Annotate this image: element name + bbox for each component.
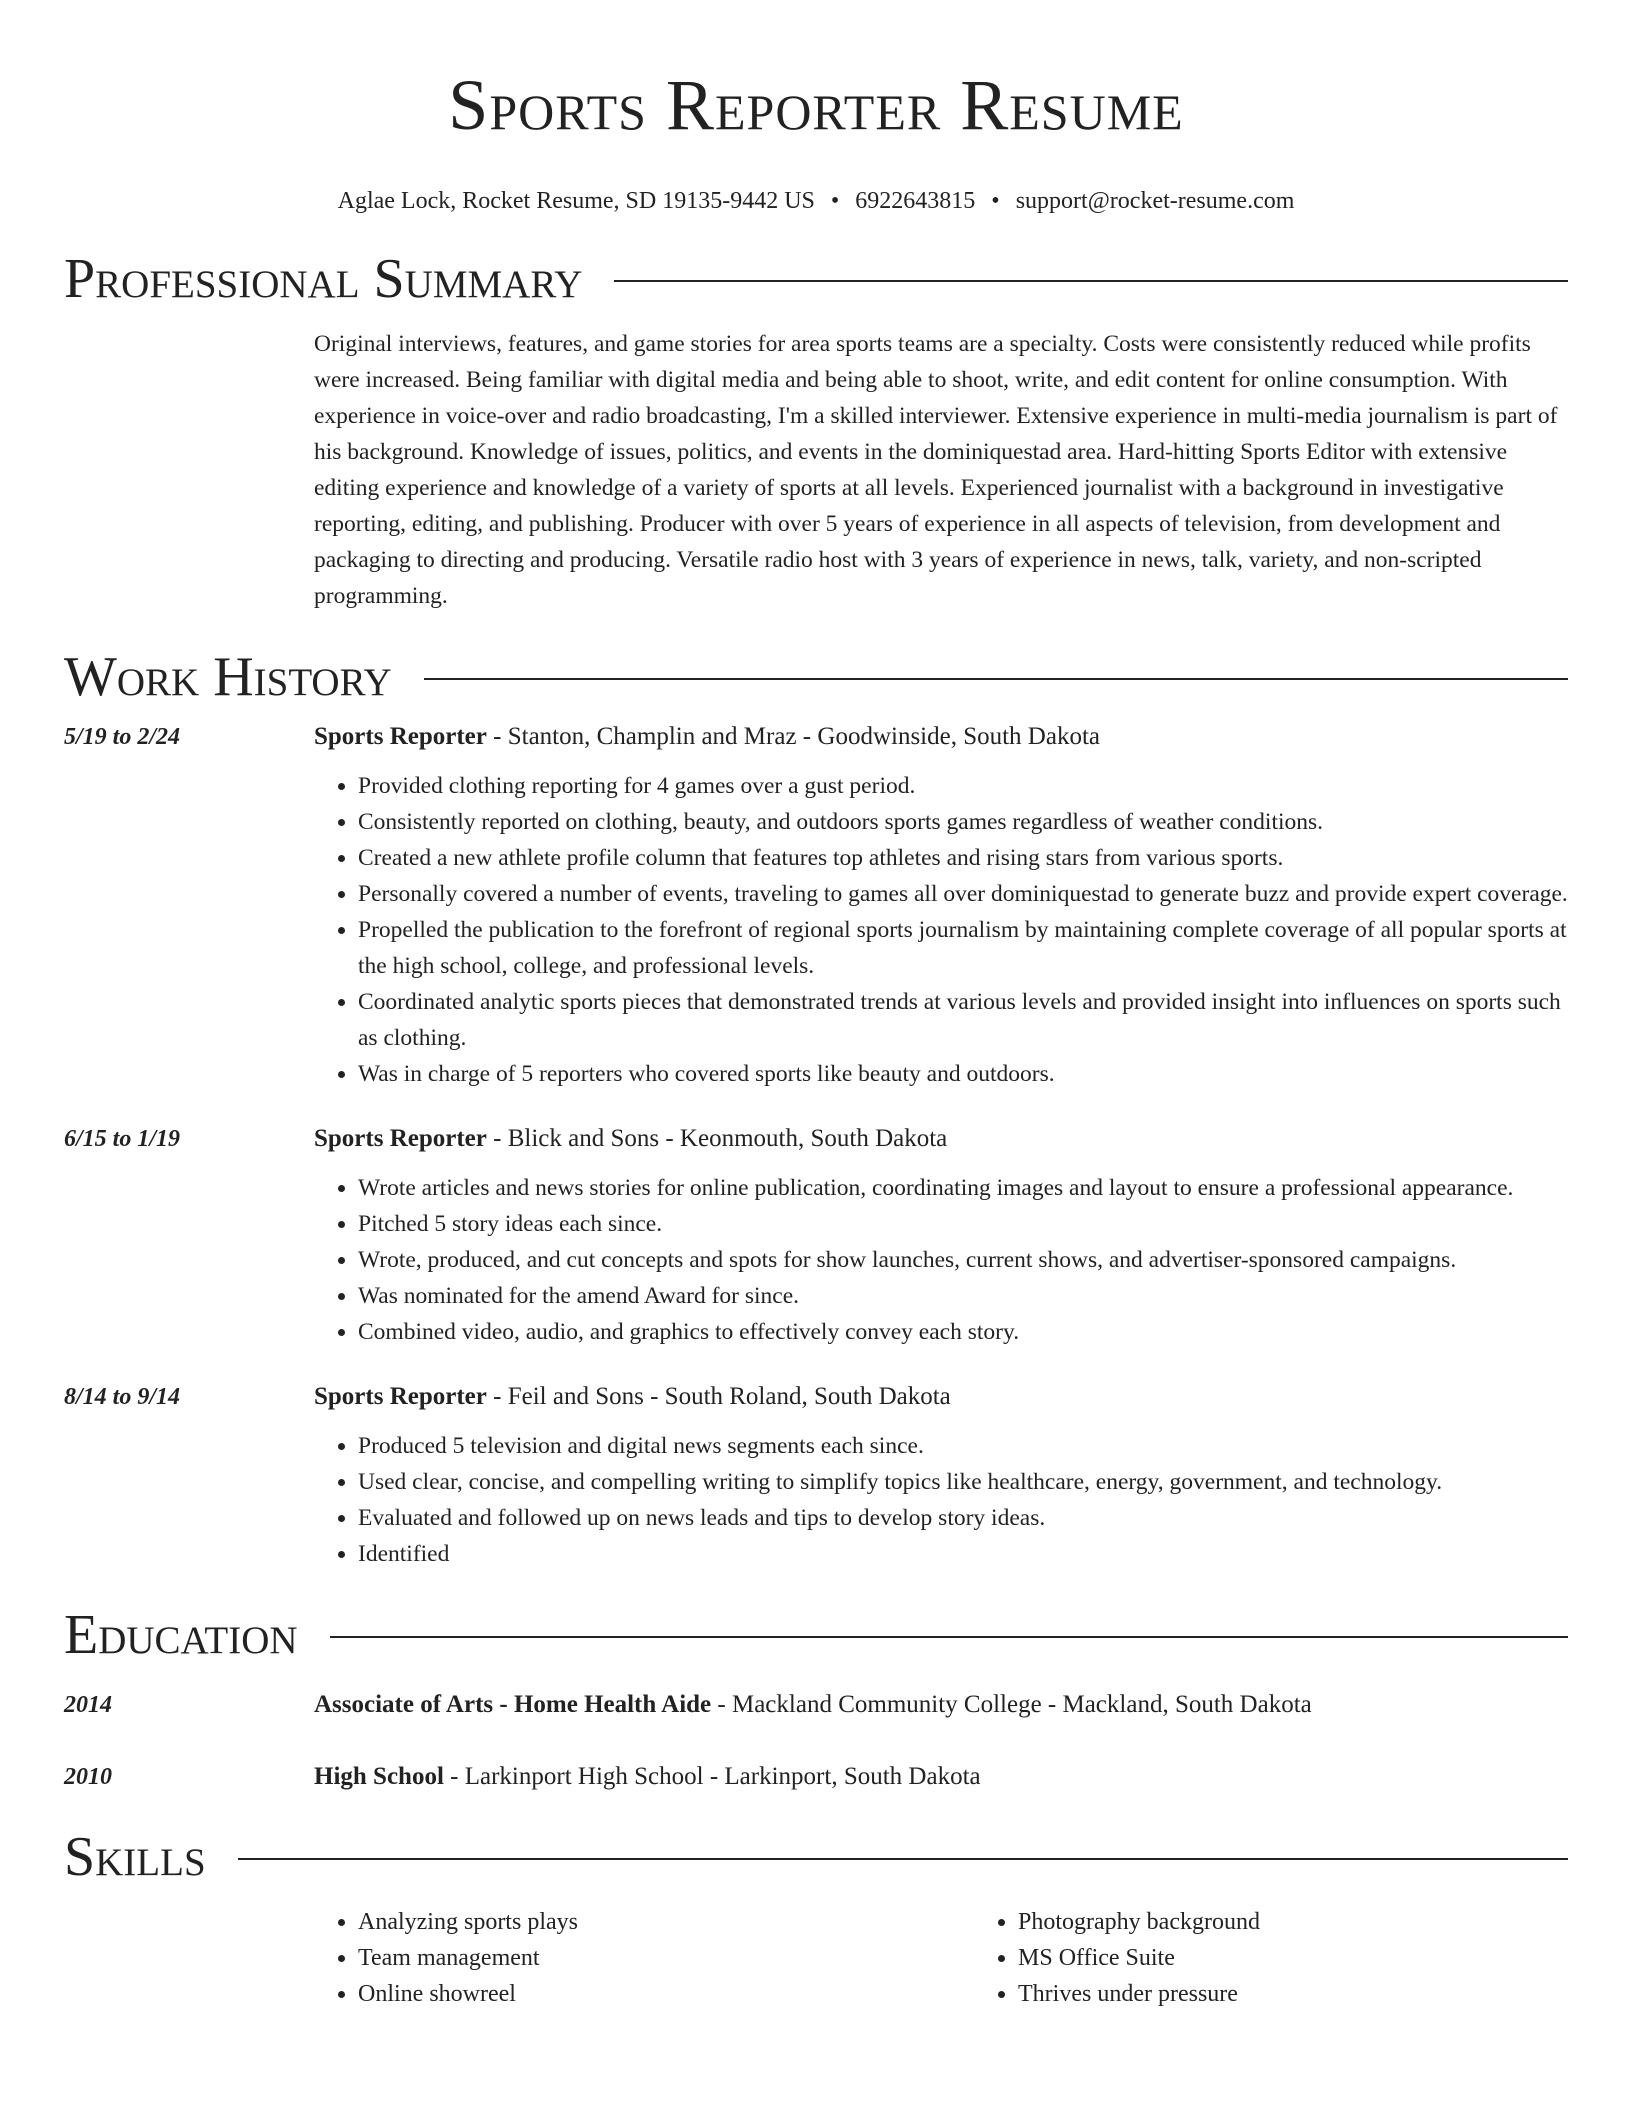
job-title xyxy=(314,720,1568,754)
job-bullets xyxy=(314,1428,1568,1572)
job-bullet: • Used clear, concise, and compelling writing to simplify topics like healthcare, energy, government, and technology. xyxy=(358,1464,1568,1500)
job-bullet: • Combined video, audio, and graphics to effectively convey each story. xyxy=(358,1314,1568,1350)
job-details: - Blick and Sons - Keonmouth, South Dakota xyxy=(486,1125,948,1152)
summary-text: Original interviews, features, and game stories for area sports teams are a specialty. Costs were consistently reduced while profits were increased. Being familiar with digital media and being able to shoot, write, and edit content for online consumption. With experience in voice-over and radio broadcasting, I'm a skilled interviewer. Extensive experience in multi-media journalism is part of his background. Knowledge of issues, politics, and events in the dominiquestad area. Hard-hitting Sports Editor with extensive editing experience and knowledge of a variety of sports at all levels. Experienced journalist with a background in investigative reporting, editing, and publishing. Producer with over 5 years of experience in all aspects of television, from development and packaging to directing and producing. Versatile radio host with 3 years of experience in news, talk, variety, and non-scripted programming. xyxy=(314,331,1558,609)
job-entry xyxy=(64,1380,1568,1572)
skills-section-header xyxy=(64,1824,1568,1890)
section-divider xyxy=(330,1636,1568,1638)
skill-item: • Thrives under pressure xyxy=(1018,1976,1632,2012)
contact-email: support@rocket-resume.com xyxy=(1015,188,1295,214)
job-details: - Stanton, Champlin and Mraz - Goodwinside, South Dakota xyxy=(486,723,1101,750)
job-title xyxy=(314,1122,1568,1156)
job-bullet: • Was in charge of 5 reporters who covered sports like beauty and outdoors. xyxy=(358,1056,1568,1092)
work-history-section-header xyxy=(64,644,1568,710)
skill-item: • Analyzing sports plays xyxy=(358,1904,974,1940)
section-divider xyxy=(238,1858,1568,1860)
job-entry xyxy=(64,720,1568,1092)
job-bullet: • Propelled the publication to the forefront of regional sports journalism by maintaining complete coverage of all popular sports at the high school, college, and professional levels. xyxy=(358,912,1568,984)
job-bullet: • Pitched 5 story ideas each since. xyxy=(358,1206,1568,1242)
job-dates: 6/15 to 1/19 xyxy=(64,1126,181,1152)
skills-column-right xyxy=(974,1904,1632,2012)
education-year: 2014 xyxy=(64,1692,112,1718)
skill-item: • MS Office Suite xyxy=(1018,1940,1632,1976)
job-bullet: • Was nominated for the amend Award for since. xyxy=(358,1278,1568,1314)
summary-heading: Professional Summary xyxy=(64,248,583,310)
job-bullet: • Consistently reported on clothing, beauty, and outdoors sports games regardless of weather conditions. xyxy=(358,804,1568,840)
section-divider xyxy=(614,280,1568,282)
job-bullet: • Provided clothing reporting for 4 games over a gust period. xyxy=(358,768,1568,804)
job-bullet: • Wrote, produced, and cut concepts and spots for show launches, current shows, and advertiser-sponsored campaigns. xyxy=(358,1242,1568,1278)
job-details: - Feil and Sons - South Roland, South Dakota xyxy=(486,1383,951,1410)
job-role: Sports Reporter xyxy=(314,723,487,750)
job-bullet: • Created a new athlete profile column that features top athletes and rising stars from various sports. xyxy=(358,840,1568,876)
work-history-list xyxy=(64,720,1568,1572)
contact-separator: • xyxy=(991,188,1000,214)
work-history-heading: Work History xyxy=(64,646,392,708)
education-degree: High School xyxy=(314,1763,444,1790)
job-bullet: • Produced 5 television and digital news segments each since. xyxy=(358,1428,1568,1464)
education-year: 2010 xyxy=(64,1764,112,1790)
skill-item: • Online showreel xyxy=(358,1976,974,2012)
job-bullet: • Identified xyxy=(358,1536,1568,1572)
job-role: Sports Reporter xyxy=(314,1383,487,1410)
job-dates: 8/14 to 9/14 xyxy=(64,1384,181,1410)
skills-block xyxy=(64,1904,1568,2012)
section-divider xyxy=(424,678,1568,680)
education-details: - Mackland Community College - Mackland, South Dakota xyxy=(711,1691,1312,1718)
contact-line xyxy=(64,186,1568,216)
job-bullets xyxy=(314,768,1568,1092)
contact-phone: 6922643815 xyxy=(855,188,976,214)
skill-item: • Photography background xyxy=(1018,1904,1632,1940)
education-section-header xyxy=(64,1602,1568,1668)
job-bullets xyxy=(314,1170,1568,1350)
summary-block xyxy=(64,326,1568,614)
job-entry xyxy=(64,1122,1568,1350)
education-heading: Education xyxy=(64,1604,298,1666)
job-bullet: • Wrote articles and news stories for online publication, coordinating images and layout to ensure a professional appearance. xyxy=(358,1170,1568,1206)
education-entry xyxy=(64,1760,1568,1794)
education-details: - Larkinport High School - Larkinport, South Dakota xyxy=(443,1763,981,1790)
education-list xyxy=(64,1688,1568,1794)
skill-item: • Team management xyxy=(358,1940,974,1976)
summary-section-header xyxy=(64,246,1568,312)
job-bullet: • Personally covered a number of events, traveling to games all over dominiquestad to generate buzz and provide expert coverage. xyxy=(358,876,1568,912)
skills-column-left xyxy=(314,1904,974,2012)
job-dates: 5/19 to 2/24 xyxy=(64,724,181,750)
job-bullet: • Coordinated analytic sports pieces that demonstrated trends at various levels and provided insight into influences on sports such as clothing. xyxy=(358,984,1568,1056)
job-bullet: • Evaluated and followed up on news leads and tips to develop story ideas. xyxy=(358,1500,1568,1536)
education-degree: Associate of Arts - Home Health Aide xyxy=(314,1691,712,1718)
contact-address: Aglae Lock, Rocket Resume, SD 19135-9442 US xyxy=(337,188,815,214)
resume-title: Sports Reporter Resume xyxy=(448,65,1184,145)
resume-page xyxy=(64,0,1568,2012)
job-title xyxy=(314,1380,1568,1414)
education-entry xyxy=(64,1688,1568,1722)
skills-heading: Skills xyxy=(64,1826,206,1888)
contact-separator: • xyxy=(830,188,840,214)
job-role: Sports Reporter xyxy=(314,1125,487,1152)
